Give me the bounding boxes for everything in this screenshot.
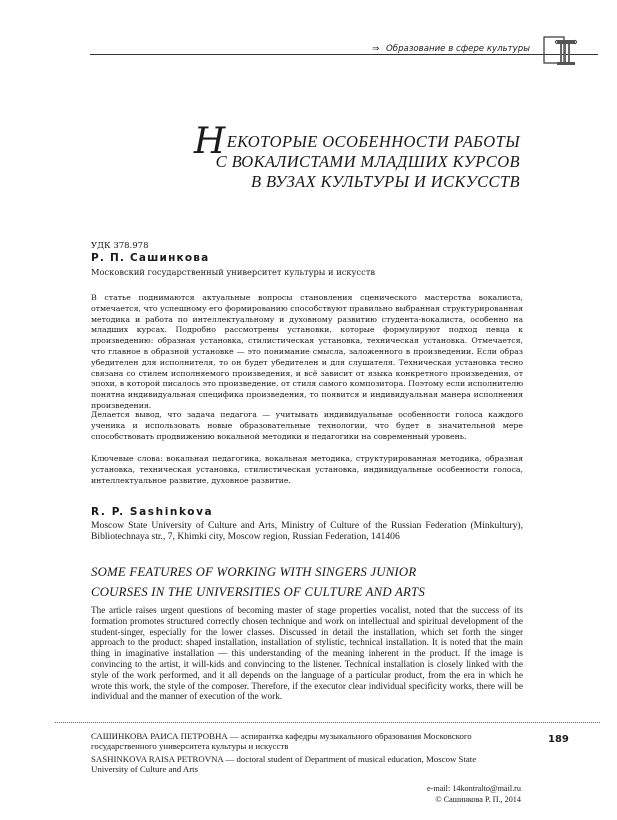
page-number: 189	[548, 734, 569, 745]
author-name-ru: Р. П. Сашинкова	[91, 252, 210, 264]
author-info-en: SASHINKOVA RAISA PETROVNA — doctoral student of Department of musical education, Moscow State University of Culture and Arts	[91, 754, 477, 774]
title-line-2: С ВОКАЛИСТАМИ МЛАДШИХ КУРСОВ	[215, 152, 520, 171]
en-title-line-1: SOME FEATURES OF WORKING WITH SINGERS JUNIOR	[91, 565, 417, 579]
title-line-1-text: ЕКОТОРЫЕ ОСОБЕННОСТИ РАБОТЫ	[226, 132, 520, 151]
section-title: Образование в сфере культуры	[386, 44, 530, 54]
en-title-line-2: COURSES IN THE UNIVERSITIES OF CULTURE AND ARTS	[91, 585, 425, 599]
arrow-icon: ⇒	[372, 44, 380, 54]
title-drop-cap: Н	[193, 121, 226, 162]
author-info-ru: САШИНКОВА РАИСА ПЕТРОВНА — аспирантка кафедры музыкального образования Московского государственного университета культуры и искусств	[91, 731, 472, 751]
abstract-en: The article raises urgent questions of becoming master of stage properties vocalist, noted that the success of its formation promotes structured correctly chosen technique and work on intellectual and spiritual development of the student-singer, especially for the lower classes. Discussed in detail the installation, which set forth the singer approach to the product: shaped installation, installation of stylistic, technical installation. It is noted that the main thing in imaginative installation — this understanding of the meaning inherent in the product. If the image is convincing to the artist, it will-kids and convincing to the listener. Technical installation is closely linked with the style of the work performed, and it all depends on the language of a particular product, from the era in which he wrote this work, the style of the composer. Therefore, if the executor clear individual specificity works, there will be individual and the manner of execution of the work.	[91, 605, 523, 702]
author-email: e-mail: 14kontralto@mail.ru	[427, 784, 521, 793]
header-rule	[90, 54, 598, 55]
copyright: © Сашинкова Р. П., 2014	[435, 795, 521, 804]
author-name-en: R. P. Sashinkova	[91, 506, 214, 518]
udk-code: УДК 378.978	[91, 241, 149, 251]
conclusion-ru: Делается вывод, что задача педагога — учитывать индивидуальные особенности голоса каждого ученика и использовать новые образовательные технологии, что будет в значительной мере способствовать продвижению вокальной методики и педагогики на современный уровень.	[91, 410, 523, 441]
article-title-ru	[170, 121, 520, 192]
title-line-3: В ВУЗАХ КУЛЬТУРЫ И ИСКУССТВ	[250, 172, 520, 191]
author-affiliation-ru: Московский государственный университет культуры и искусств	[91, 267, 375, 277]
abstract-ru: В статье поднимаются актуальные вопросы становления сценического мастерства вокалиста, отмечается, что успешному его формированию способствуют правильно выбранная структурированная методика и работа по интеллектуальному и духовному развитию студента-вокалиста, особенно на младших курсах. Подробно рассмотрены установки, которые формулируют подход певца к произведению: образная установка, стилистическая установка, техническая установка. Отмечается, что главное в образной установке — это понимание смысла, заложенного в произведении. Если образ убедителен для исполнителя, то он будет убедителен и для слушателя. Техническая установка тесно связана со стилем исполняемого произведения, и всё зависит от языка конкретного произведения, от эпохи, в которой писалось это произведение, от стиля самого композитора. Поэтому если исполнителю понятна индивидуальная специфика произведения, то появится и индивидуальная манера исполнения произведения.	[91, 293, 523, 410]
running-header	[340, 44, 530, 54]
footer-divider	[55, 722, 600, 723]
keywords-ru: Ключевые слова: вокальная педагогика, вокальная методика, структурированная методика, образная установка, техническая установка, стилистическая установка, индивидуальные особенности голоса, интеллектуальное развитие, духовное развитие.	[91, 454, 523, 485]
author-affiliation-en: Moscow State University of Culture and Arts, Ministry of Culture of the Russian Federation (Minkultury), Bibliotechnaya str., 7, Khimki city, Moscow region, Russian Federation, 141406	[91, 520, 523, 542]
column-logo-icon	[543, 36, 577, 68]
article-title-en	[91, 562, 531, 602]
